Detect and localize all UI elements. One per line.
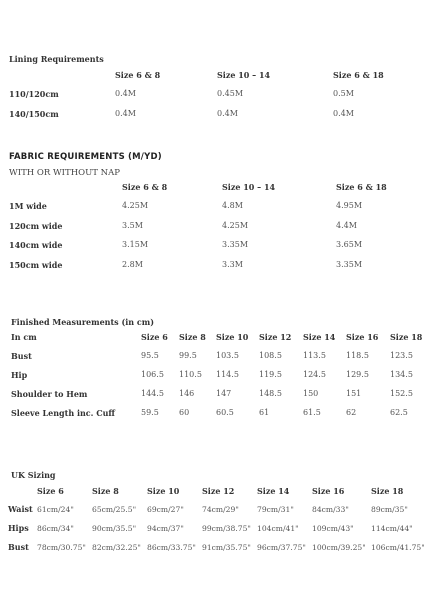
lining-row-label: 110/120cm (9, 89, 59, 99)
finished-header: Size 16 (346, 332, 379, 342)
lining-requirements-title: Lining Requirements (9, 54, 104, 64)
uk-cell: 79cm/31" (257, 505, 294, 514)
fabric-header-size-10-14: Size 10 – 14 (222, 182, 276, 192)
finished-cell: 61.5 (303, 408, 321, 417)
finished-cell: 147 (216, 389, 232, 398)
finished-cell: 62.5 (390, 408, 408, 417)
fabric-header-size-6-8: Size 6 & 8 (122, 182, 168, 192)
uk-header: Size 18 (371, 486, 404, 496)
fabric-cell: 4.8M (222, 201, 243, 210)
uk-row-label: Bust (8, 542, 29, 552)
finished-cell: 134.5 (390, 370, 413, 379)
uk-cell: 78cm/30.75" (37, 543, 86, 552)
finished-cell: 123.5 (390, 351, 413, 360)
finished-cell: 62 (346, 408, 357, 417)
fabric-cell: 4.25M (122, 201, 149, 210)
uk-cell: 65cm/25.5" (92, 505, 137, 514)
finished-cell: 95.5 (141, 351, 159, 360)
fabric-cell: 2.8M (122, 260, 143, 269)
uk-cell: 90cm/35.5" (92, 524, 137, 533)
fabric-row-label: 140cm wide (9, 240, 63, 250)
finished-cell: 148.5 (259, 389, 282, 398)
finished-row-label: Shoulder to Hem (11, 389, 88, 399)
lining-header-size-6-8: Size 6 & 8 (115, 70, 161, 80)
uk-cell: 82cm/32.25" (92, 543, 141, 552)
uk-cell: 69cm/27" (147, 505, 184, 514)
uk-cell: 99cm/38.75" (202, 524, 251, 533)
finished-cell: 61 (259, 408, 270, 417)
uk-header: Size 14 (257, 486, 290, 496)
finished-row-label: Hip (11, 370, 28, 380)
finished-cell: 103.5 (216, 351, 239, 360)
finished-cell: 59.5 (141, 408, 159, 417)
finished-cell: 110.5 (179, 370, 202, 379)
uk-header: Size 6 (37, 486, 64, 496)
uk-cell: 89cm/35" (371, 505, 408, 514)
fabric-row-label: 1M wide (9, 201, 47, 211)
finished-measurements-title: Finished Measurements (in cm) (11, 317, 155, 327)
finished-cell: 129.5 (346, 370, 369, 379)
uk-row-label: Hips (8, 523, 29, 533)
finished-header: Size 12 (259, 332, 292, 342)
uk-cell: 100cm/39.25" (312, 543, 366, 552)
fabric-cell: 3.15M (122, 240, 149, 249)
lining-row-label: 140/150cm (9, 109, 59, 119)
finished-cell: 114.5 (216, 370, 239, 379)
fabric-requirements-subtitle: WITH OR WITHOUT NAP (9, 168, 120, 178)
finished-cell: 113.5 (303, 351, 326, 360)
finished-cell: 106.5 (141, 370, 164, 379)
finished-cell: 118.5 (346, 351, 369, 360)
uk-cell: 91cm/35.75" (202, 543, 251, 552)
fabric-row-label: 150cm wide (9, 260, 63, 270)
uk-cell: 109cm/43" (312, 524, 354, 533)
lining-cell: 0.4M (115, 109, 136, 118)
finished-cell: 150 (303, 389, 319, 398)
fabric-row-label: 120cm wide (9, 221, 63, 231)
uk-header: Size 8 (92, 486, 119, 496)
uk-cell: 106cm/41.75" (371, 543, 425, 552)
lining-cell: 0.45M (217, 89, 244, 98)
lining-cell: 0.4M (333, 109, 354, 118)
finished-cell: 99.5 (179, 351, 197, 360)
finished-cell: 152.5 (390, 389, 413, 398)
fabric-header-size-6-18: Size 6 & 18 (336, 182, 387, 192)
uk-cell: 84cm/33" (312, 505, 349, 514)
lining-cell: 0.4M (115, 89, 136, 98)
uk-cell: 94cm/37" (147, 524, 184, 533)
uk-header: Size 16 (312, 486, 345, 496)
uk-sizing-title: UK Sizing (11, 470, 56, 480)
finished-cell: 60.5 (216, 408, 234, 417)
uk-cell: 61cm/24" (37, 505, 74, 514)
uk-cell: 104cm/41" (257, 524, 299, 533)
fabric-requirements-title: FABRIC REQUIREMENTS (M/YD) (9, 152, 162, 162)
fabric-cell: 3.5M (122, 221, 143, 230)
finished-cell: 146 (179, 389, 195, 398)
finished-cell: 144.5 (141, 389, 164, 398)
finished-header: Size 18 (390, 332, 423, 342)
finished-header: Size 10 (216, 332, 249, 342)
finished-header: Size 8 (179, 332, 206, 342)
uk-cell: 96cm/37.75" (257, 543, 306, 552)
uk-header: Size 12 (202, 486, 235, 496)
finished-corner-label: In cm (11, 332, 37, 342)
finished-cell: 60 (179, 408, 190, 417)
uk-header: Size 10 (147, 486, 180, 496)
lining-header-size-10-14: Size 10 – 14 (217, 70, 271, 80)
uk-cell: 74cm/29" (202, 505, 239, 514)
finished-row-label: Sleeve Length inc. Cuff (11, 408, 115, 418)
lining-header-size-6-18: Size 6 & 18 (333, 70, 384, 80)
fabric-cell: 3.35M (336, 260, 363, 269)
finished-cell: 108.5 (259, 351, 282, 360)
fabric-cell: 3.65M (336, 240, 363, 249)
uk-cell: 86cm/34" (37, 524, 74, 533)
lining-cell: 0.4M (217, 109, 238, 118)
uk-row-label: Waist (8, 504, 33, 514)
finished-cell: 124.5 (303, 370, 326, 379)
fabric-cell: 4.25M (222, 221, 249, 230)
finished-cell: 151 (346, 389, 362, 398)
fabric-cell: 3.35M (222, 240, 249, 249)
fabric-cell: 4.4M (336, 221, 357, 230)
finished-cell: 119.5 (259, 370, 282, 379)
finished-header: Size 14 (303, 332, 336, 342)
lining-cell: 0.5M (333, 89, 354, 98)
fabric-cell: 3.3M (222, 260, 243, 269)
fabric-cell: 4.95M (336, 201, 363, 210)
finished-header: Size 6 (141, 332, 168, 342)
uk-cell: 114cm/44" (371, 524, 413, 533)
finished-row-label: Bust (11, 351, 32, 361)
uk-cell: 86cm/33.75" (147, 543, 196, 552)
